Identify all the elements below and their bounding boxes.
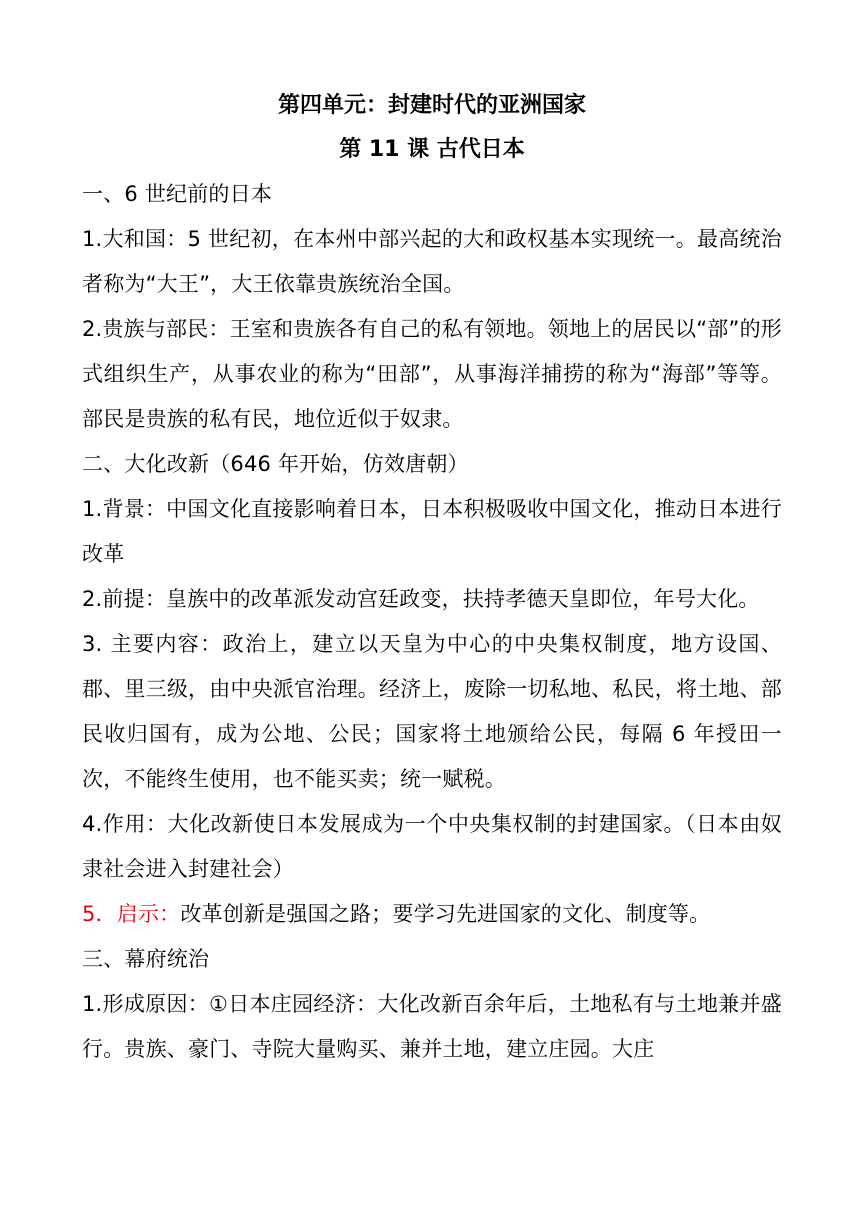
- paragraph-main-content: 3. 主要内容：政治上，建立以天皇为中心的中央集权制度，地方设国、郡、里三级，由中央派官治理。经济上，废除一切私地、私民，将土地、部民收归国有，成为公地、公民；国家将土地颁给公民，每隔 6 年授田一次，不能终生使用，也不能买卖；统一赋税。: [82, 632, 782, 791]
- lesson-title: 第 11 课 古代日本: [339, 137, 525, 162]
- unit-title: 第四单元：封建时代的亚洲国家: [277, 93, 586, 118]
- paragraph-shogunate-causes: 1.形成原因：①日本庄园经济：大化改新百余年后，土地私有与土地兼并盛行。贵族、豪门、寺院大量购买、兼并土地，建立庄园。大庄: [82, 992, 782, 1061]
- paragraph-yamato: 1.大和国：5 世纪初，在本州中部兴起的大和政权基本实现统一。最高统治者称为“大王”，大王依靠贵族统治全国。: [82, 227, 782, 296]
- section-heading-2: 二、大化改新（646 年开始，仿效唐朝）: [82, 452, 469, 476]
- paragraph-enlightenment: [82, 892, 782, 937]
- section-heading-1: 一、6 世纪前的日本: [82, 182, 273, 206]
- enlightenment-text: 改革创新是强国之路；要学习先进国家的文化、制度等。: [180, 902, 711, 926]
- section-heading-3: 三、幕府统治: [82, 947, 210, 971]
- paragraph-background: 1.背景：中国文化直接影响着日本，日本积极吸收中国文化，推动日本进行改革: [82, 497, 782, 566]
- enlightenment-label: 5．启示：: [82, 902, 181, 926]
- paragraph-effect: 4.作用：大化改新使日本发展成为一个中央集权制的封建国家。（日本由奴隶社会进入封建社会）: [82, 812, 782, 881]
- paragraph-nobles-bemin: 2.贵族与部民：王室和贵族各有自己的私有领地。领地上的居民以“部”的形式组织生产，从事农业的称为“田部”，从事海洋捕捞的称为“海部”等等。部民是贵族的私有民，地位近似于奴隶。: [82, 317, 782, 431]
- paragraph-premise: 2.前提：皇族中的改革派发动宫廷政变，扶持孝德天皇即位，年号大化。: [82, 587, 760, 611]
